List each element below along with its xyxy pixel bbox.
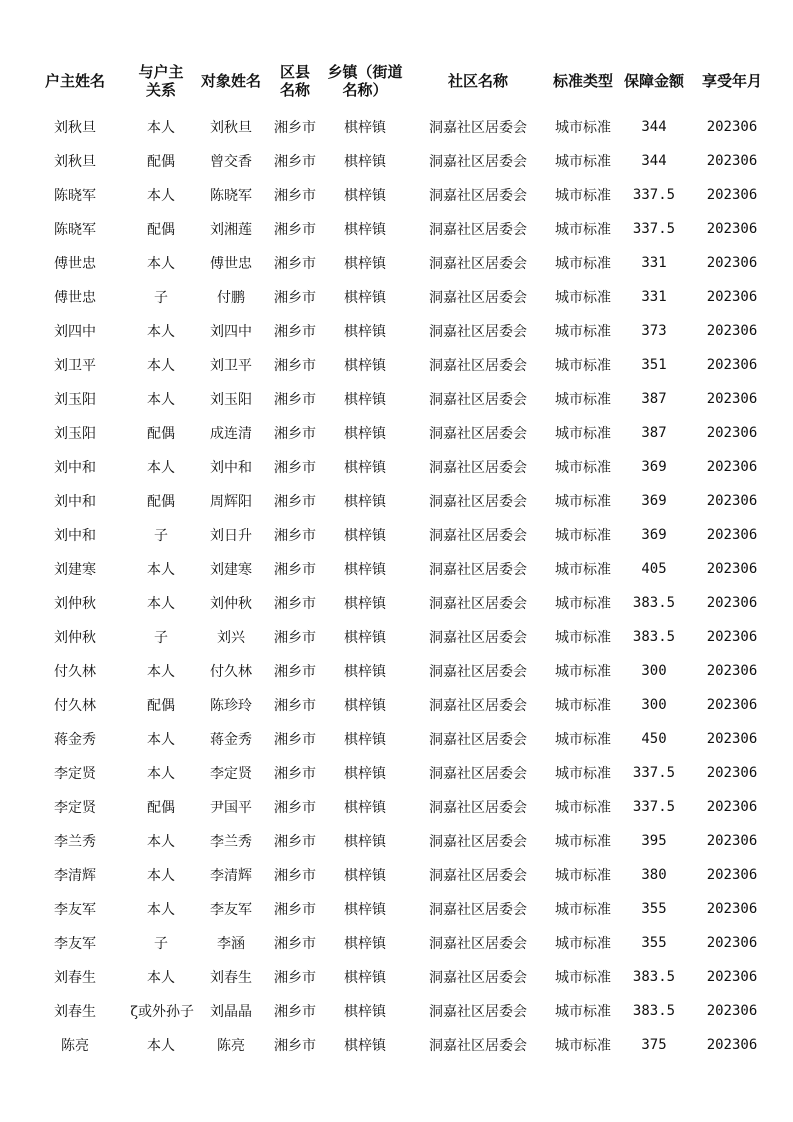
cell-relation: 本人 xyxy=(147,596,175,612)
cell-town: 棋梓镇 xyxy=(344,426,386,442)
cell-town: 棋梓镇 xyxy=(344,970,386,986)
cell-community: 洞嘉社区居委会 xyxy=(429,1004,527,1020)
cell-town: 棋梓镇 xyxy=(344,562,386,578)
cell-recipient-name: 李友军 xyxy=(210,902,252,918)
cell-county: 湘乡市 xyxy=(274,698,316,714)
cell-community: 洞嘉社区居委会 xyxy=(429,1038,527,1054)
cell-month: 202306 xyxy=(706,561,758,577)
cell-recipient-name: 刘秋旦 xyxy=(210,120,252,136)
cell-recipient-name: 李兰秀 xyxy=(210,834,252,850)
cell-county: 湘乡市 xyxy=(274,392,316,408)
cell-month: 202306 xyxy=(706,629,758,645)
cell-standard-type: 城市标准 xyxy=(555,460,611,476)
cell-head-name: 刘中和 xyxy=(54,528,96,544)
cell-head-name: 李友军 xyxy=(54,936,96,952)
cell-amount: 383.5 xyxy=(632,595,676,611)
cell-standard-type: 城市标准 xyxy=(555,630,611,646)
cell-amount: 331 xyxy=(641,255,667,271)
table-row xyxy=(0,348,793,382)
cell-community: 洞嘉社区居委会 xyxy=(429,528,527,544)
cell-town: 棋梓镇 xyxy=(344,1004,386,1020)
cell-community: 洞嘉社区居委会 xyxy=(429,834,527,850)
cell-amount: 369 xyxy=(641,527,667,543)
header-county: 区县 名称 xyxy=(279,63,310,99)
cell-community: 洞嘉社区居委会 xyxy=(429,324,527,340)
cell-month: 202306 xyxy=(706,595,758,611)
cell-town: 棋梓镇 xyxy=(344,494,386,510)
cell-town: 棋梓镇 xyxy=(344,936,386,952)
cell-relation: 子 xyxy=(154,630,168,646)
cell-standard-type: 城市标准 xyxy=(555,494,611,510)
cell-month: 202306 xyxy=(706,799,758,815)
cell-relation: 本人 xyxy=(147,970,175,986)
cell-month: 202306 xyxy=(706,731,758,747)
cell-recipient-name: 刘中和 xyxy=(210,460,252,476)
table-row xyxy=(0,314,793,348)
cell-county: 湘乡市 xyxy=(274,154,316,170)
cell-amount: 387 xyxy=(641,391,667,407)
cell-standard-type: 城市标准 xyxy=(555,834,611,850)
cell-community: 洞嘉社区居委会 xyxy=(429,494,527,510)
cell-recipient-name: 李清辉 xyxy=(210,868,252,884)
cell-head-name: 刘春生 xyxy=(54,1004,96,1020)
cell-standard-type: 城市标准 xyxy=(555,596,611,612)
cell-recipient-name: 曾交香 xyxy=(210,154,252,170)
cell-month: 202306 xyxy=(706,255,758,271)
cell-head-name: 李兰秀 xyxy=(54,834,96,850)
cell-town: 棋梓镇 xyxy=(344,766,386,782)
cell-recipient-name: 蒋金秀 xyxy=(210,732,252,748)
cell-amount: 405 xyxy=(641,561,667,577)
cell-head-name: 付久林 xyxy=(54,698,96,714)
cell-town: 棋梓镇 xyxy=(344,902,386,918)
cell-community: 洞嘉社区居委会 xyxy=(429,630,527,646)
cell-standard-type: 城市标准 xyxy=(555,902,611,918)
cell-community: 洞嘉社区居委会 xyxy=(429,596,527,612)
cell-community: 洞嘉社区居委会 xyxy=(429,800,527,816)
table-row xyxy=(0,722,793,756)
cell-community: 洞嘉社区居委会 xyxy=(429,392,527,408)
table-row xyxy=(0,552,793,586)
cell-town: 棋梓镇 xyxy=(344,188,386,204)
cell-head-name: 李定贤 xyxy=(54,766,96,782)
cell-relation: 本人 xyxy=(147,392,175,408)
cell-county: 湘乡市 xyxy=(274,290,316,306)
cell-standard-type: 城市标准 xyxy=(555,154,611,170)
cell-community: 洞嘉社区居委会 xyxy=(429,188,527,204)
benefit-table xyxy=(0,52,793,1062)
cell-standard-type: 城市标准 xyxy=(555,800,611,816)
cell-amount: 373 xyxy=(641,323,667,339)
table-row xyxy=(0,450,793,484)
cell-month: 202306 xyxy=(706,323,758,339)
table-row xyxy=(0,654,793,688)
cell-community: 洞嘉社区居委会 xyxy=(429,222,527,238)
cell-relation: 配偶 xyxy=(147,426,175,442)
cell-town: 棋梓镇 xyxy=(344,120,386,136)
cell-recipient-name: 刘湘莲 xyxy=(210,222,252,238)
cell-county: 湘乡市 xyxy=(274,766,316,782)
cell-amount: 395 xyxy=(641,833,667,849)
cell-standard-type: 城市标准 xyxy=(555,290,611,306)
cell-county: 湘乡市 xyxy=(274,936,316,952)
cell-town: 棋梓镇 xyxy=(344,222,386,238)
cell-amount: 337.5 xyxy=(632,765,676,781)
cell-standard-type: 城市标准 xyxy=(555,392,611,408)
header-community: 社区名称 xyxy=(447,72,508,90)
cell-community: 洞嘉社区居委会 xyxy=(429,970,527,986)
table-row xyxy=(0,926,793,960)
cell-head-name: 刘仲秋 xyxy=(54,596,96,612)
header-amount: 保障金额 xyxy=(623,72,684,90)
cell-head-name: 刘秋旦 xyxy=(54,154,96,170)
cell-standard-type: 城市标准 xyxy=(555,358,611,374)
table-row xyxy=(0,892,793,926)
cell-county: 湘乡市 xyxy=(274,562,316,578)
cell-county: 湘乡市 xyxy=(274,664,316,680)
cell-standard-type: 城市标准 xyxy=(555,426,611,442)
cell-recipient-name: 刘四中 xyxy=(210,324,252,340)
cell-town: 棋梓镇 xyxy=(344,834,386,850)
cell-month: 202306 xyxy=(706,663,758,679)
cell-county: 湘乡市 xyxy=(274,596,316,612)
cell-town: 棋梓镇 xyxy=(344,460,386,476)
cell-recipient-name: 李涵 xyxy=(217,936,245,952)
cell-recipient-name: 刘兴 xyxy=(217,630,245,646)
cell-community: 洞嘉社区居委会 xyxy=(429,358,527,374)
cell-head-name: 刘春生 xyxy=(54,970,96,986)
cell-relation: 本人 xyxy=(147,1038,175,1054)
cell-recipient-name: 刘玉阳 xyxy=(210,392,252,408)
cell-town: 棋梓镇 xyxy=(344,800,386,816)
cell-relation: 配偶 xyxy=(147,698,175,714)
cell-amount: 300 xyxy=(641,663,667,679)
cell-county: 湘乡市 xyxy=(274,834,316,850)
cell-head-name: 付久林 xyxy=(54,664,96,680)
table-row xyxy=(0,144,793,178)
cell-county: 湘乡市 xyxy=(274,460,316,476)
cell-month: 202306 xyxy=(706,221,758,237)
cell-month: 202306 xyxy=(706,1037,758,1053)
cell-relation: 子 xyxy=(154,290,168,306)
cell-head-name: 刘中和 xyxy=(54,494,96,510)
cell-county: 湘乡市 xyxy=(274,120,316,136)
cell-standard-type: 城市标准 xyxy=(555,188,611,204)
cell-head-name: 李定贤 xyxy=(54,800,96,816)
cell-recipient-name: 刘仲秋 xyxy=(210,596,252,612)
cell-recipient-name: 周辉阳 xyxy=(210,494,252,510)
cell-recipient-name: 陈珍玲 xyxy=(210,698,252,714)
cell-town: 棋梓镇 xyxy=(344,630,386,646)
cell-month: 202306 xyxy=(706,1003,758,1019)
cell-county: 湘乡市 xyxy=(274,188,316,204)
table-row xyxy=(0,110,793,144)
cell-head-name: 李清辉 xyxy=(54,868,96,884)
cell-relation: 本人 xyxy=(147,834,175,850)
cell-relation: 子 xyxy=(154,528,168,544)
header-town: 乡镇（街道 名称） xyxy=(327,63,403,99)
cell-head-name: 刘建寒 xyxy=(54,562,96,578)
table-row xyxy=(0,416,793,450)
header-head-name: 户主姓名 xyxy=(44,72,105,90)
cell-head-name: 刘中和 xyxy=(54,460,96,476)
cell-recipient-name: 李定贤 xyxy=(210,766,252,782)
cell-standard-type: 城市标准 xyxy=(555,562,611,578)
cell-amount: 300 xyxy=(641,697,667,713)
cell-county: 湘乡市 xyxy=(274,358,316,374)
cell-county: 湘乡市 xyxy=(274,324,316,340)
cell-relation: 配偶 xyxy=(147,222,175,238)
cell-community: 洞嘉社区居委会 xyxy=(429,426,527,442)
cell-community: 洞嘉社区居委会 xyxy=(429,732,527,748)
cell-month: 202306 xyxy=(706,425,758,441)
table-row xyxy=(0,790,793,824)
table-row xyxy=(0,960,793,994)
cell-head-name: 李友军 xyxy=(54,902,96,918)
table-row xyxy=(0,178,793,212)
cell-county: 湘乡市 xyxy=(274,902,316,918)
cell-county: 湘乡市 xyxy=(274,732,316,748)
cell-amount: 337.5 xyxy=(632,187,676,203)
cell-month: 202306 xyxy=(706,867,758,883)
cell-head-name: 傅世忠 xyxy=(54,290,96,306)
cell-town: 棋梓镇 xyxy=(344,290,386,306)
cell-town: 棋梓镇 xyxy=(344,392,386,408)
cell-town: 棋梓镇 xyxy=(344,596,386,612)
cell-community: 洞嘉社区居委会 xyxy=(429,290,527,306)
cell-county: 湘乡市 xyxy=(274,256,316,272)
cell-month: 202306 xyxy=(706,153,758,169)
cell-month: 202306 xyxy=(706,289,758,305)
table-row xyxy=(0,212,793,246)
cell-county: 湘乡市 xyxy=(274,222,316,238)
cell-amount: 337.5 xyxy=(632,799,676,815)
cell-standard-type: 城市标准 xyxy=(555,222,611,238)
cell-month: 202306 xyxy=(706,391,758,407)
cell-relation: 本人 xyxy=(147,188,175,204)
cell-community: 洞嘉社区居委会 xyxy=(429,902,527,918)
cell-amount: 375 xyxy=(641,1037,667,1053)
cell-amount: 383.5 xyxy=(632,629,676,645)
cell-standard-type: 城市标准 xyxy=(555,698,611,714)
cell-month: 202306 xyxy=(706,119,758,135)
cell-head-name: 刘卫平 xyxy=(54,358,96,374)
cell-standard-type: 城市标准 xyxy=(555,120,611,136)
header-month: 享受年月 xyxy=(701,72,762,90)
cell-standard-type: 城市标准 xyxy=(555,936,611,952)
cell-amount: 355 xyxy=(641,935,667,951)
cell-town: 棋梓镇 xyxy=(344,698,386,714)
cell-county: 湘乡市 xyxy=(274,800,316,816)
cell-amount: 337.5 xyxy=(632,221,676,237)
table-body xyxy=(0,110,793,1062)
cell-relation: 配偶 xyxy=(147,154,175,170)
cell-relation: 本人 xyxy=(147,120,175,136)
table-row xyxy=(0,280,793,314)
cell-county: 湘乡市 xyxy=(274,1038,316,1054)
cell-head-name: 蒋金秀 xyxy=(54,732,96,748)
cell-relation: 配偶 xyxy=(147,800,175,816)
table-row xyxy=(0,994,793,1028)
cell-relation: 本人 xyxy=(147,902,175,918)
cell-community: 洞嘉社区居委会 xyxy=(429,936,527,952)
cell-head-name: 刘秋旦 xyxy=(54,120,96,136)
cell-month: 202306 xyxy=(706,901,758,917)
cell-community: 洞嘉社区居委会 xyxy=(429,664,527,680)
cell-community: 洞嘉社区居委会 xyxy=(429,698,527,714)
cell-relation: 本人 xyxy=(147,324,175,340)
cell-amount: 383.5 xyxy=(632,969,676,985)
table-row xyxy=(0,756,793,790)
table-row xyxy=(0,688,793,722)
cell-month: 202306 xyxy=(706,459,758,475)
cell-community: 洞嘉社区居委会 xyxy=(429,460,527,476)
cell-community: 洞嘉社区居委会 xyxy=(429,766,527,782)
cell-standard-type: 城市标准 xyxy=(555,1038,611,1054)
cell-county: 湘乡市 xyxy=(274,868,316,884)
cell-month: 202306 xyxy=(706,493,758,509)
cell-amount: 369 xyxy=(641,459,667,475)
cell-town: 棋梓镇 xyxy=(344,256,386,272)
cell-recipient-name: 刘晶晶 xyxy=(210,1004,252,1020)
cell-town: 棋梓镇 xyxy=(344,324,386,340)
cell-county: 湘乡市 xyxy=(274,528,316,544)
cell-community: 洞嘉社区居委会 xyxy=(429,154,527,170)
cell-recipient-name: 傅世忠 xyxy=(210,256,252,272)
cell-county: 湘乡市 xyxy=(274,970,316,986)
cell-month: 202306 xyxy=(706,697,758,713)
cell-county: 湘乡市 xyxy=(274,630,316,646)
cell-month: 202306 xyxy=(706,357,758,373)
cell-recipient-name: 陈晓军 xyxy=(210,188,252,204)
cell-head-name: 陈亮 xyxy=(61,1038,89,1054)
cell-relation: 本人 xyxy=(147,664,175,680)
table-row xyxy=(0,824,793,858)
cell-relation: 本人 xyxy=(147,766,175,782)
cell-amount: 344 xyxy=(641,119,667,135)
cell-community: 洞嘉社区居委会 xyxy=(429,868,527,884)
table-row xyxy=(0,382,793,416)
cell-head-name: 刘玉阳 xyxy=(54,426,96,442)
cell-standard-type: 城市标准 xyxy=(555,256,611,272)
cell-amount: 344 xyxy=(641,153,667,169)
cell-town: 棋梓镇 xyxy=(344,528,386,544)
cell-town: 棋梓镇 xyxy=(344,664,386,680)
table-row xyxy=(0,246,793,280)
cell-standard-type: 城市标准 xyxy=(555,324,611,340)
cell-county: 湘乡市 xyxy=(274,426,316,442)
cell-standard-type: 城市标准 xyxy=(555,868,611,884)
table-row xyxy=(0,586,793,620)
cell-relation: 本人 xyxy=(147,732,175,748)
cell-recipient-name: 成连清 xyxy=(210,426,252,442)
cell-head-name: 陈晓军 xyxy=(54,222,96,238)
cell-head-name: 刘四中 xyxy=(54,324,96,340)
cell-amount: 450 xyxy=(641,731,667,747)
cell-standard-type: 城市标准 xyxy=(555,528,611,544)
cell-amount: 351 xyxy=(641,357,667,373)
cell-county: 湘乡市 xyxy=(274,1004,316,1020)
cell-amount: 387 xyxy=(641,425,667,441)
header-recipient-name: 对象姓名 xyxy=(200,72,261,90)
cell-standard-type: 城市标准 xyxy=(555,732,611,748)
cell-amount: 331 xyxy=(641,289,667,305)
cell-recipient-name: 刘日升 xyxy=(210,528,252,544)
cell-month: 202306 xyxy=(706,187,758,203)
cell-month: 202306 xyxy=(706,765,758,781)
cell-recipient-name: 刘春生 xyxy=(210,970,252,986)
cell-amount: 380 xyxy=(641,867,667,883)
cell-community: 洞嘉社区居委会 xyxy=(429,256,527,272)
cell-community: 洞嘉社区居委会 xyxy=(429,120,527,136)
cell-standard-type: 城市标准 xyxy=(555,1004,611,1020)
cell-relation: ζ或外孙子 xyxy=(130,1004,194,1020)
cell-recipient-name: 刘卫平 xyxy=(210,358,252,374)
cell-relation: 本人 xyxy=(147,256,175,272)
cell-amount: 355 xyxy=(641,901,667,917)
cell-head-name: 刘仲秋 xyxy=(54,630,96,646)
cell-month: 202306 xyxy=(706,969,758,985)
cell-month: 202306 xyxy=(706,833,758,849)
cell-recipient-name: 付鹏 xyxy=(217,290,245,306)
cell-recipient-name: 陈亮 xyxy=(217,1038,245,1054)
cell-relation: 配偶 xyxy=(147,494,175,510)
cell-relation: 本人 xyxy=(147,562,175,578)
table-header-row xyxy=(0,52,793,110)
header-relation: 与户主 关系 xyxy=(138,63,184,99)
cell-town: 棋梓镇 xyxy=(344,732,386,748)
table-row xyxy=(0,484,793,518)
cell-town: 棋梓镇 xyxy=(344,154,386,170)
cell-standard-type: 城市标准 xyxy=(555,970,611,986)
cell-recipient-name: 尹国平 xyxy=(210,800,252,816)
cell-relation: 本人 xyxy=(147,868,175,884)
cell-town: 棋梓镇 xyxy=(344,868,386,884)
cell-community: 洞嘉社区居委会 xyxy=(429,562,527,578)
cell-town: 棋梓镇 xyxy=(344,358,386,374)
cell-head-name: 傅世忠 xyxy=(54,256,96,272)
header-standard-type: 标准类型 xyxy=(552,72,613,90)
cell-relation: 本人 xyxy=(147,358,175,374)
cell-standard-type: 城市标准 xyxy=(555,664,611,680)
cell-recipient-name: 付久林 xyxy=(210,664,252,680)
cell-amount: 369 xyxy=(641,493,667,509)
table-row xyxy=(0,1028,793,1062)
cell-relation: 子 xyxy=(154,936,168,952)
cell-amount: 383.5 xyxy=(632,1003,676,1019)
cell-recipient-name: 刘建寒 xyxy=(210,562,252,578)
table-row xyxy=(0,518,793,552)
cell-county: 湘乡市 xyxy=(274,494,316,510)
cell-head-name: 刘玉阳 xyxy=(54,392,96,408)
cell-head-name: 陈晓军 xyxy=(54,188,96,204)
cell-standard-type: 城市标准 xyxy=(555,766,611,782)
cell-town: 棋梓镇 xyxy=(344,1038,386,1054)
cell-month: 202306 xyxy=(706,527,758,543)
cell-month: 202306 xyxy=(706,935,758,951)
cell-relation: 本人 xyxy=(147,460,175,476)
table-row xyxy=(0,620,793,654)
table-row xyxy=(0,858,793,892)
